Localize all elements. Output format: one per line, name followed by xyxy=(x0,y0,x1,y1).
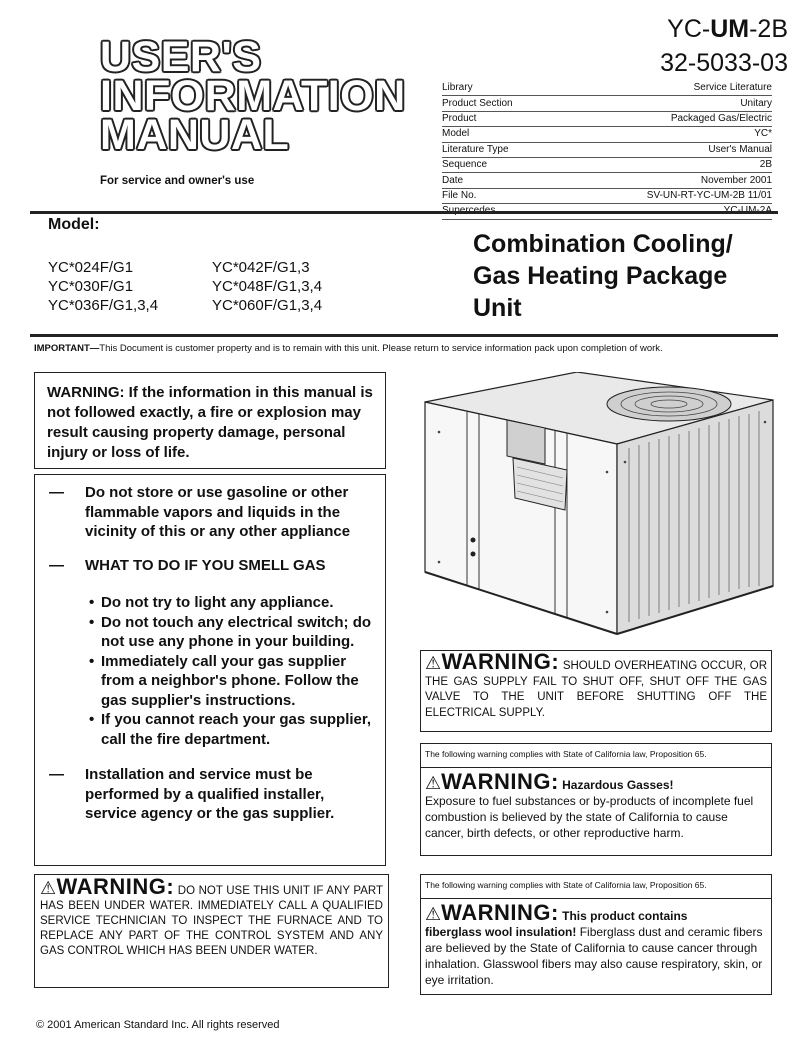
title-line-3: MANUAL xyxy=(100,111,290,159)
warning-gasses-body xyxy=(421,768,771,847)
safety-item xyxy=(45,483,375,542)
warning-gasses-box xyxy=(420,743,772,856)
warning-word: WARNING: xyxy=(56,874,175,899)
warning-fiberglass-text: Fiberglass dust and ceramic fibers are believed by the State of California to cause cancer through inhalation. Glasswool fibers may also cause respiratory, skin, or eye irritation. xyxy=(425,925,763,987)
library-info-row xyxy=(442,127,772,142)
important-notice xyxy=(34,343,774,356)
library-info-row xyxy=(442,188,772,203)
gas-smell-steps xyxy=(45,593,375,749)
doc-number: 32-5033-03 xyxy=(660,49,788,77)
safety-item xyxy=(45,765,375,824)
dash-marker: — xyxy=(49,556,64,574)
doc-code-suffix: -2B xyxy=(749,15,788,43)
warning-water-box xyxy=(34,874,389,988)
model-item: YC*048F/G1,3,4 xyxy=(212,278,323,295)
library-info-value: Packaged Gas/Electric xyxy=(561,111,772,126)
gas-step xyxy=(89,613,375,652)
model-item: YC*042F/G1,3 xyxy=(212,259,310,276)
warning-fiberglass-box xyxy=(420,874,772,995)
warning-triangle-icon: ⚠ xyxy=(425,653,442,673)
product-title-line: Combination Cooling/ xyxy=(473,230,733,258)
warning-word: WARNING: xyxy=(441,649,560,674)
library-info-label: Literature Type xyxy=(442,142,561,157)
prop65-note: The following warning complies with State of California law, Proposition 65. xyxy=(421,744,771,768)
warning-word: WARNING: xyxy=(441,900,559,925)
library-info-label: Date xyxy=(442,173,561,188)
gas-step-text: Immediately call your gas supplier from a neighbor's phone. Follow the gas supplier's instructions. xyxy=(101,652,359,709)
warning-water-text: DO NOT USE THIS UNIT IF ANY PART HAS BEEN UNDER WATER. IMMEDIATELY CALL A QUALIFIED SERVICE TECHNICIAN TO INSPECT THE FURNACE AND TO REPLACE ANY PART OF THE CONTROL SYSTEM AND ANY GAS CONTROL WHICH HAS BEEN UNDER WATER. xyxy=(40,885,383,957)
manual-title xyxy=(100,33,406,159)
gas-inlet-icon xyxy=(471,538,476,543)
model-item: YC*030F/G1 xyxy=(48,278,134,295)
model-item: YC*024F/G1 xyxy=(48,259,134,276)
product-title-line: Unit xyxy=(473,294,522,322)
library-info-value: Unitary xyxy=(561,96,772,111)
bullet-marker: • xyxy=(89,711,95,728)
library-info-value: 2B xyxy=(561,157,772,172)
warning-fiberglass-heading-2: fiberglass wool insulation! xyxy=(425,925,577,939)
library-info-row xyxy=(442,157,772,172)
model-heading: Model: xyxy=(48,216,100,233)
subtitle: For service and owner's use xyxy=(100,175,255,187)
document-code xyxy=(660,12,788,80)
copyright-footer: © 2001 American Standard Inc. All rights reserved xyxy=(36,1019,280,1031)
doc-code-line xyxy=(660,12,788,46)
gas-step xyxy=(89,710,375,749)
doc-code-prefix: YC- xyxy=(667,15,711,43)
flue-hood xyxy=(507,420,545,464)
prop65-note: The following warning complies with State of California law, Proposition 65. xyxy=(421,875,771,899)
doc-code-bold: UM xyxy=(710,15,750,43)
warning-overheat-box xyxy=(420,650,772,732)
warning-gasses-heading: Hazardous Gasses! xyxy=(562,778,674,792)
bullet-marker: • xyxy=(89,594,95,611)
library-info-row xyxy=(442,81,772,96)
warning-gasses-text: Exposure to fuel substances or by-products of incomplete fuel combustion is believed by the state of California to cause cancer, birth defects, or other reproductive harm. xyxy=(425,794,754,840)
library-info-label: File No. xyxy=(442,188,561,203)
warning-triangle-icon: ⚠ xyxy=(425,904,442,924)
title-line-1: USER'S xyxy=(100,33,262,81)
library-info-label: Library xyxy=(442,81,561,96)
gas-step xyxy=(89,593,375,613)
package-unit-illustration xyxy=(417,372,774,639)
library-info-row xyxy=(442,173,772,188)
safety-item-text: Installation and service must be performed by a qualified installer, service agency or the gas supplier. xyxy=(85,766,335,822)
warning-fiberglass-heading: This product contains xyxy=(562,909,688,923)
gas-step xyxy=(89,652,375,711)
model-item: YC*036F/G1,3,4 xyxy=(48,297,159,314)
dash-marker: — xyxy=(49,766,64,783)
model-list-left xyxy=(48,258,158,315)
important-text: This Document is customer property and is to remain with this unit. Please return to service information pack upon completion of work. xyxy=(99,343,663,354)
library-info-label: Model xyxy=(442,127,561,142)
library-info-row xyxy=(442,142,772,157)
warning-word: WARNING: xyxy=(441,769,559,794)
model-item: YC*060F/G1,3,4 xyxy=(212,297,323,314)
gas-step-text: If you cannot reach your gas supplier, call the fire department. xyxy=(101,711,372,748)
warning-overheat-text: SHOULD OVERHEATING OCCUR, OR THE GAS SUPPLY FAIL TO SHUT OFF, SHUT OFF THE GAS VALVE TO THE UNIT BEFORE SHUTTING OFF THE ELECTRICAL SUPPLY. xyxy=(425,660,767,719)
library-info-row xyxy=(442,96,772,111)
divider-mid xyxy=(30,334,778,337)
divider-top xyxy=(30,211,778,214)
library-info-table xyxy=(442,81,772,220)
warning-triangle-icon: ⚠ xyxy=(40,878,57,898)
gas-step-text: Do not touch any electrical switch; do not use any phone in your building. xyxy=(101,613,372,650)
electrical-inlet-icon xyxy=(471,552,476,557)
warning-fiberglass-body xyxy=(421,899,771,994)
safety-instructions-box xyxy=(34,474,386,866)
warning-triangle-icon: ⚠ xyxy=(425,773,442,793)
library-info-value: November 2001 xyxy=(561,173,772,188)
safety-item xyxy=(45,556,375,576)
warning-fire-box: WARNING: If the information in this manual is not followed exactly, a fire or explosion may result causing property damage, personal injury or loss of life. xyxy=(34,372,386,469)
model-list-right xyxy=(212,258,322,315)
product-title-line: Gas Heating Package xyxy=(473,262,728,290)
product-title xyxy=(473,228,733,324)
library-info-label: Sequence xyxy=(442,157,561,172)
bullet-marker: • xyxy=(89,613,95,631)
library-info-label: Product Section xyxy=(442,96,561,111)
dash-marker: — xyxy=(49,484,64,501)
bullet-marker: • xyxy=(89,652,95,670)
safety-item-text: WHAT TO DO IF YOU SMELL GAS xyxy=(85,556,326,574)
library-info-value: User's Manual xyxy=(561,142,772,157)
important-label: IMPORTANT— xyxy=(34,343,100,354)
library-info-label: Product xyxy=(442,111,561,126)
gas-step-text: Do not try to light any appliance. xyxy=(101,594,334,611)
library-info-row xyxy=(442,111,772,126)
library-info-value: Service Literature xyxy=(561,81,772,96)
library-info-value: SV-UN-RT-YC-UM-2B 11/01 xyxy=(561,188,772,203)
safety-item-text: Do not store or use gasoline or other flammable vapors and liquids in the vicinity of this or any other appliance xyxy=(85,484,351,540)
title-line-2: INFORMATION xyxy=(100,72,406,120)
library-info-value: YC* xyxy=(561,127,772,142)
